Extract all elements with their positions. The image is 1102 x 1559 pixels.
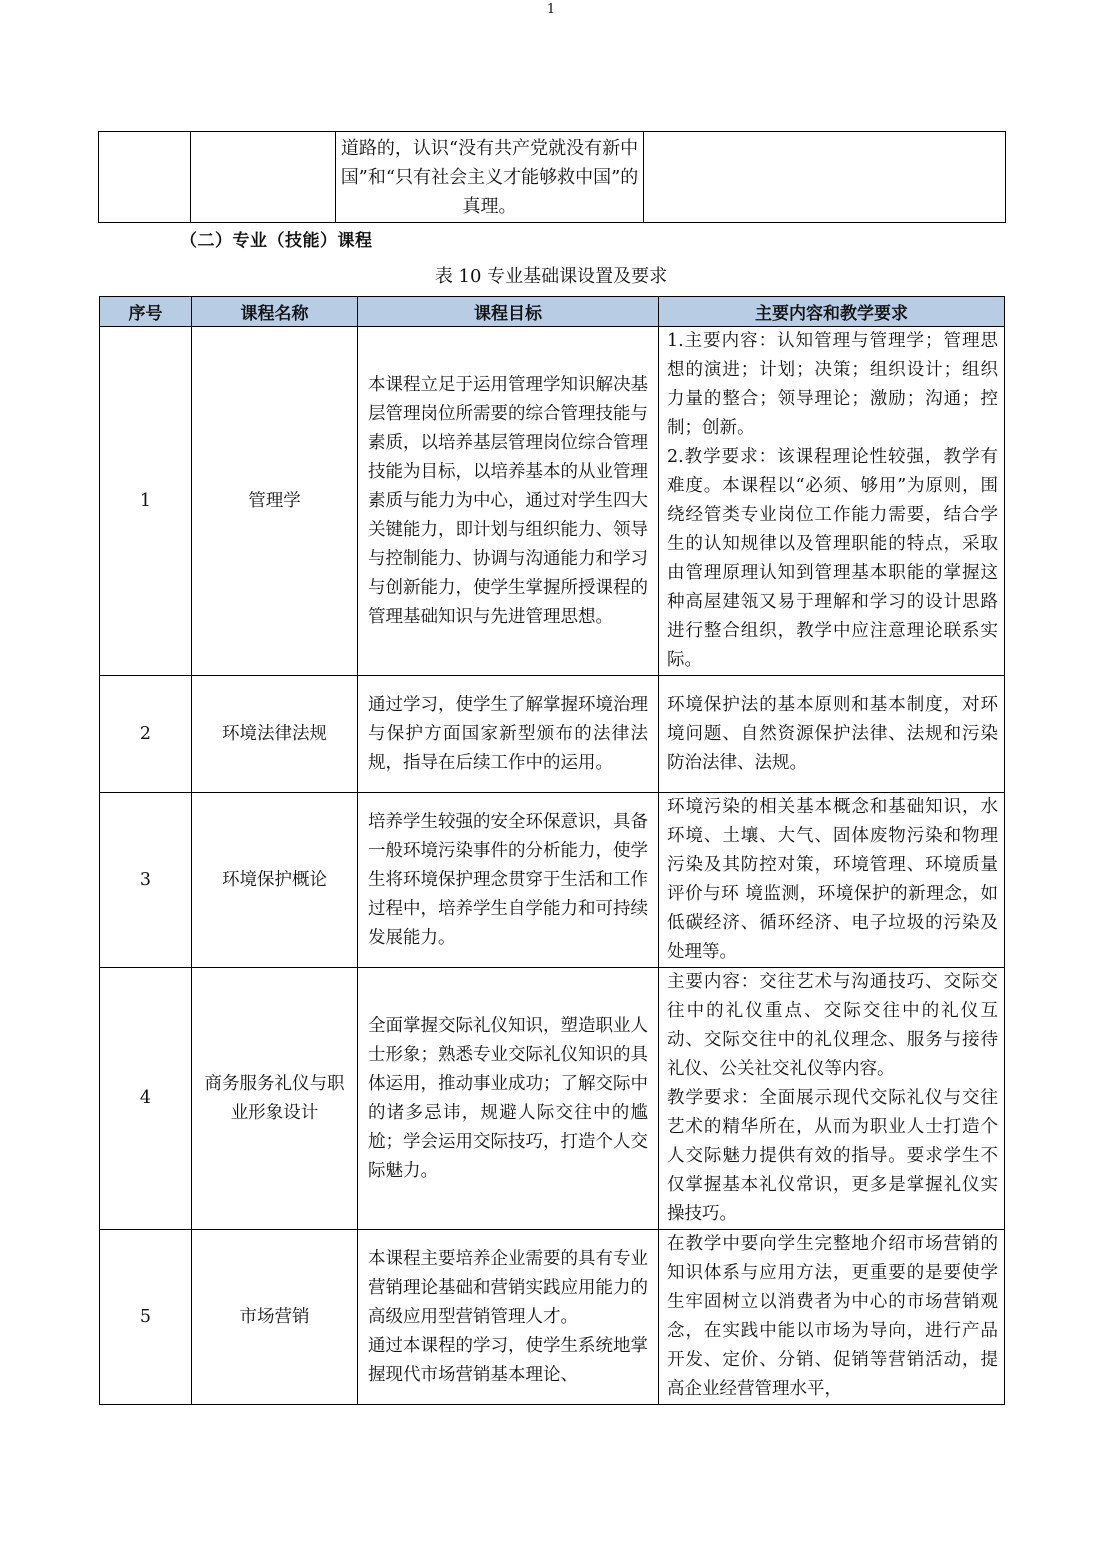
row-content: 主要内容：交往艺术与沟通技巧、交际交往中的礼仪重点、交际交往中的礼仪互动、交际交往中的礼仪理念、服务与接待礼仪、公关社交礼仪等内容。 教学要求：全面展示现代交际礼仪与交往艺术的精华所在，从而为职业人士打造个人交际魅力提供有效的指导。要求学生不仅掌握基本礼仪常识，更多是掌握礼仪实操技巧。 xyxy=(659,968,1005,1230)
header-content-requirements: 主要内容和教学要求 xyxy=(659,297,1005,327)
row-seq: 5 xyxy=(100,1230,192,1405)
table-row xyxy=(100,793,1005,968)
header-course-name: 课程名称 xyxy=(192,297,358,327)
header-course-goal: 课程目标 xyxy=(358,297,659,327)
course-table xyxy=(99,296,1005,1405)
row-content: 在教学中要向学生完整地介绍市场营销的知识体系与应用方法，更重要的是要使学生牢固树立以消费者为中心的市场营销观念，在实践中能以市场为导向，进行产品开发、定价、分销、促销等营销活动，提高企业经营管理水平， xyxy=(659,1230,1005,1405)
table-row xyxy=(100,1230,1005,1405)
row-seq: 4 xyxy=(100,968,192,1230)
row-course-name: 商务服务礼仪与职业形象设计 xyxy=(192,968,358,1230)
row-course-name: 管理学 xyxy=(192,327,358,676)
table-header-row xyxy=(100,297,1005,327)
row-content: 环境污染的相关基本概念和基础知识，水环境、土壤、大气、固体废物污染和物理污染及其防控对策，环境管理、环境质量评价与环 境监测，环境保护的新理念，如低碳经济、循环经济、电子垃圾的污染及处理等。 xyxy=(659,793,1005,968)
table-row xyxy=(100,676,1005,793)
continuation-content-cell xyxy=(644,132,1006,223)
row-course-goal: 全面掌握交际礼仪知识，塑造职业人士形象；熟悉专业交际礼仪知识的具体运用，推动事业成功；了解交际中的诸多忌讳，规避人际交往中的尴尬；学会运用交际技巧，打造个人交际魅力。 xyxy=(358,968,659,1230)
section-heading: （二）专业（技能）课程 xyxy=(180,231,373,251)
row-content: 1.主要内容：认知管理与管理学；管理思想的演进；计划；决策；组织设计；组织力量的整合；领导理论；激励；沟通；控制；创新。 2.教学要求：该课程理论性较强，教学有难度。本课程以“必须、够用”为原则，围绕经管类专业岗位工作能力需要，结合学生的认知规律以及管理职能的特点，采取由管理原理认知到管理基本职能的掌握这种高屋建瓴又易于理解和学习的设计思路进行整合组织，教学中应注意理论联系实际。 xyxy=(659,327,1005,676)
header-seq: 序号 xyxy=(100,297,192,327)
table-row xyxy=(100,968,1005,1230)
continuation-seq-cell xyxy=(99,132,191,223)
row-course-goal: 通过学习，使学生了解掌握环境治理与保护方面国家新型颁布的法律法规，指导在后续工作中的运用。 xyxy=(358,676,659,793)
table-row xyxy=(100,327,1005,676)
continuation-name-cell xyxy=(191,132,336,223)
continuation-row xyxy=(99,132,1006,223)
row-course-goal: 培养学生较强的安全环保意识，具备一般环境污染事件的分析能力，使学生将环境保护理念贯穿于生活和工作过程中，培养学生自学能力和可持续发展能力。 xyxy=(358,793,659,968)
row-seq: 3 xyxy=(100,793,192,968)
table-caption: 表 10 专业基础课设置及要求 xyxy=(434,266,668,287)
page-number: 1 xyxy=(546,2,556,17)
continuation-table xyxy=(98,131,1006,223)
row-seq: 2 xyxy=(100,676,192,793)
row-course-name: 环境法律法规 xyxy=(192,676,358,793)
row-course-name: 市场营销 xyxy=(192,1230,358,1405)
row-seq: 1 xyxy=(100,327,192,676)
continuation-goal-cell: 道路的，认识“没有共产党就没有新中国”和“只有社会主义才能够救中国”的真理。 xyxy=(336,132,644,223)
row-course-goal: 本课程主要培养企业需要的具有专业营销理论基础和营销实践应用能力的高级应用型营销管理人才。 通过本课程的学习，使学生系统地掌握现代市场营销基本理论、 xyxy=(358,1230,659,1405)
row-course-goal: 本课程立足于运用管理学知识解决基层管理岗位所需要的综合管理技能与素质，以培养基层管理岗位综合管理技能为目标，以培养基本的从业管理素质与能力为中心，通过对学生四大关键能力，即计划与组织能力、领导与控制能力、协调与沟通能力和学习与创新能力，使学生掌握所授课程的管理基础知识与先进管理思想。 xyxy=(358,327,659,676)
row-content: 环境保护法的基本原则和基本制度，对环境问题、自然资源保护法律、法规和污染防治法律、法规。 xyxy=(659,676,1005,793)
row-course-name: 环境保护概论 xyxy=(192,793,358,968)
